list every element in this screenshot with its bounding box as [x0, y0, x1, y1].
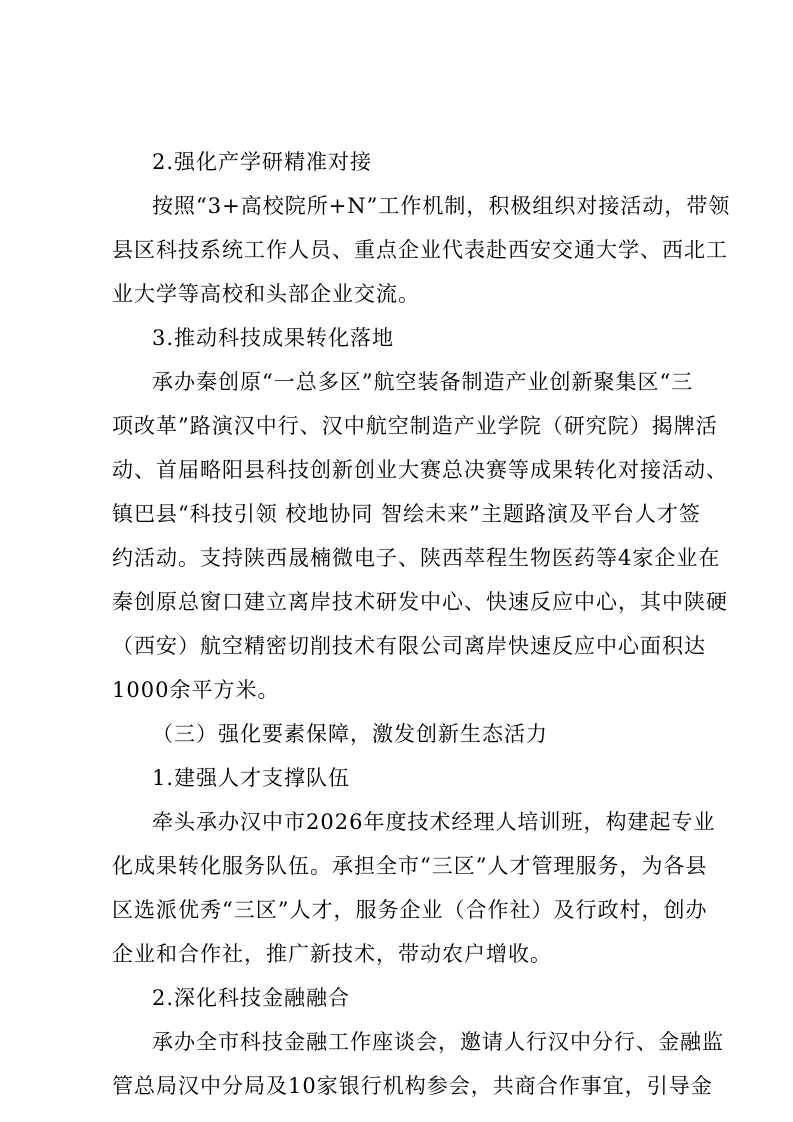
paragraph-line: （西安）航空精密切削技术有限公司离岸快速反应中心面积达: [112, 634, 706, 658]
paragraph-line: 牵头承办汉中市2026年度技术经理人培训班，构建起专业: [152, 810, 716, 834]
paragraph-line: 1000余平方米。: [112, 678, 280, 702]
section-heading-3: （三）强化要素保障，激发创新生态活力: [152, 722, 548, 746]
paragraph-line: 县区科技系统工作人员、重点企业代表赴西安交通大学、西北工: [112, 238, 728, 262]
paragraph-line: 约活动。支持陕西晟楠微电子、陕西萃程生物医药等4家企业在: [112, 546, 721, 570]
paragraph-line: 动、首届略阳县科技创新创业大赛总决赛等成果转化对接活动、: [112, 458, 728, 482]
paragraph-line: 镇巴县“科技引领 校地协同 智绘未来”主题路演及平台人才签: [112, 502, 701, 526]
heading-1: 1.建强人才支撑队伍: [152, 766, 351, 790]
heading-2b: 2.深化科技金融融合: [152, 986, 351, 1010]
paragraph-line: 按照“3+高校院所+N”工作机制，积极组织对接活动，带领: [152, 194, 731, 218]
paragraph-line: 承办秦创原“一总多区”航空装备制造产业创新聚集区“三: [152, 370, 694, 394]
paragraph-line: 企业和合作社，推广新技术，带动农户增收。: [112, 942, 552, 966]
paragraph-line: 区选派优秀“三区”人才，服务企业（合作社）及行政村，创办: [112, 898, 708, 922]
paragraph-line: 承办全市科技金融工作座谈会，邀请人行汉中分行、金融监: [152, 1030, 724, 1054]
paragraph-line: 管总局汉中分局及10家银行机构参会，共商合作事宜，引导金: [112, 1074, 713, 1098]
heading-3: 3.推动科技成果转化落地: [152, 326, 395, 350]
paragraph-line: 项改革”路演汉中行、汉中航空制造产业学院（研究院）揭牌活: [112, 414, 718, 438]
paragraph-line: 秦创原总窗口建立离岸技术研发中心、快速反应中心，其中陕硬: [112, 590, 728, 614]
heading-2: 2.强化产学研精准对接: [152, 150, 373, 174]
paragraph-line: 化成果转化服务队伍。承担全市“三区”人才管理服务，为各县: [112, 854, 708, 878]
paragraph-line: 业大学等高校和头部企业交流。: [112, 282, 420, 306]
